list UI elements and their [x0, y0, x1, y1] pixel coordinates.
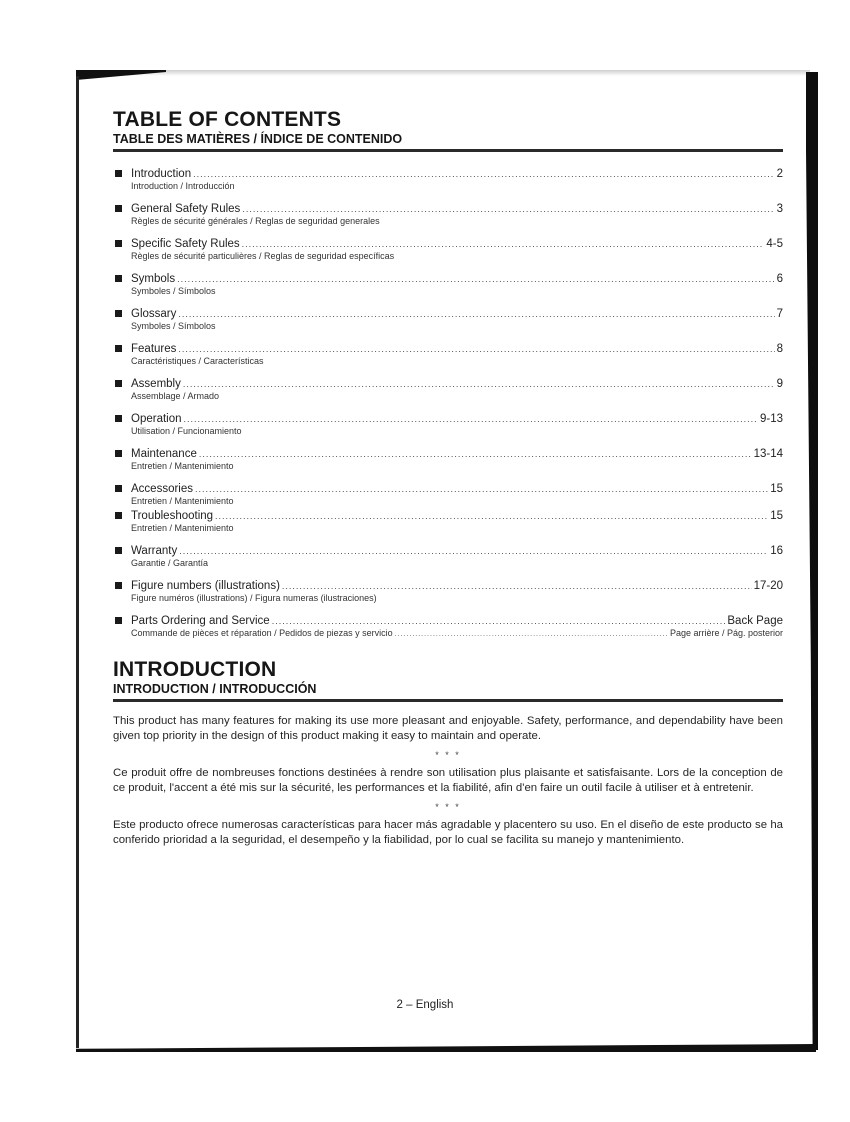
- scan-edge-bottom: [76, 1044, 816, 1052]
- square-bullet-icon: [115, 485, 122, 492]
- square-bullet-icon: [115, 345, 122, 352]
- toc-entry-translation: Caractéristiques / Características: [131, 356, 264, 366]
- toc-entry-label: Troubleshooting: [131, 510, 214, 522]
- toc-entry-translation: Commande de pièces et réparation / Pedidos de piezas y servicio: [131, 628, 393, 638]
- toc-item: [113, 615, 783, 640]
- toc-entry-line: [131, 378, 783, 391]
- toc-entry-page: 15: [770, 483, 783, 495]
- toc-entry-line: [131, 545, 783, 558]
- dot-leader: [282, 580, 752, 593]
- toc-section: [113, 108, 783, 651]
- toc-entry-page: 3: [776, 203, 783, 215]
- toc-entry-page: 9-13: [759, 413, 783, 425]
- toc-item: [113, 168, 783, 192]
- toc-entry-translation: Règles de sécurité particulières / Reglas de seguridad específicas: [131, 251, 395, 261]
- toc-entry-page: 15: [770, 510, 783, 522]
- dot-leader: [179, 545, 768, 558]
- toc-item: [113, 545, 783, 569]
- dot-leader: [215, 510, 768, 523]
- toc-entry-label: Parts Ordering and Service: [131, 615, 270, 627]
- square-bullet-icon: [115, 450, 122, 457]
- intro-paragraph-spanish: Este producto ofrece numerosas características para hacer más agradable y placentero su uso. En el diseño de este producto se ha conferido prioridad a la seguridad, el desempeño y la fiabilidad, por lo cual se facilita su manejo y mantenimiento.: [113, 819, 783, 846]
- toc-item: [113, 483, 783, 507]
- dot-leader: [242, 238, 765, 251]
- intro-divider: [113, 699, 783, 702]
- toc-entry-line: [131, 273, 783, 286]
- dot-leader: [183, 378, 775, 391]
- toc-entry-line: [131, 308, 783, 321]
- square-bullet-icon: [115, 582, 122, 589]
- toc-entry-translation: Entretien / Mantenimiento: [131, 496, 234, 506]
- square-bullet-icon: [115, 380, 122, 387]
- toc-entry-translation: Symboles / Símbolos: [131, 321, 216, 331]
- toc-entry-translation: Introduction / Introducción: [131, 181, 235, 191]
- toc-item: [113, 378, 783, 402]
- toc-entry-translation: Garantie / Garantía: [131, 558, 209, 568]
- dot-leader: [177, 273, 774, 286]
- toc-item: [113, 343, 783, 367]
- intro-subtitle: INTRODUCTION / INTRODUCCIÓN: [113, 682, 317, 696]
- toc-entry-line: [131, 510, 783, 523]
- toc-list: [113, 168, 783, 640]
- toc-entry-line: [131, 168, 783, 181]
- toc-entry-page: 17-20: [753, 580, 783, 592]
- toc-entry-page: 8: [776, 343, 783, 355]
- dot-leader: [199, 448, 752, 461]
- toc-item: [113, 273, 783, 297]
- toc-title: TABLE OF CONTENTS: [113, 108, 342, 131]
- toc-item: [113, 203, 783, 227]
- toc-entry-translation-page: Page arrière / Pág. posterior: [669, 628, 783, 638]
- toc-entry-label: Maintenance: [131, 448, 197, 460]
- dot-leader: [184, 413, 758, 426]
- toc-entry-label: Accessories: [131, 483, 193, 495]
- square-bullet-icon: [115, 170, 122, 177]
- toc-entry-line: [131, 203, 783, 216]
- toc-divider: [113, 149, 783, 152]
- scan-edge-right: [806, 72, 818, 1050]
- toc-entry-label: Features: [131, 343, 177, 355]
- square-bullet-icon: [115, 547, 122, 554]
- dot-leader: [178, 308, 774, 321]
- intro-paragraph-french: Ce produit offre de nombreuses fonctions destinées à rendre son utilisation plus plaisante et satisfaisante. Lors de la conception de ce produit, l'accent a été mis sur la sécurité, les performances et la fiabilité, afin d'en faire un outil facile à utiliser et à entretenir.: [113, 767, 783, 794]
- toc-entry-page: 7: [776, 308, 783, 320]
- page-number: 2 – English: [396, 999, 454, 1011]
- toc-item: [113, 238, 783, 262]
- toc-entry-label: Specific Safety Rules: [131, 238, 240, 250]
- toc-entry-line: [131, 448, 783, 461]
- toc-entry-line: [131, 238, 783, 251]
- square-bullet-icon: [115, 310, 122, 317]
- toc-entry-translation: Symboles / Símbolos: [131, 286, 216, 296]
- square-bullet-icon: [115, 275, 122, 282]
- toc-item: [113, 308, 783, 332]
- dot-leader: [242, 203, 774, 216]
- separator-stars: * * *: [435, 750, 461, 760]
- toc-entry-label: Glossary: [131, 308, 177, 320]
- toc-entry-translation: Assemblage / Armado: [131, 391, 220, 401]
- scan-edge-left: [76, 76, 79, 1048]
- toc-entry-page: Back Page: [727, 615, 783, 627]
- toc-item: [113, 448, 783, 472]
- toc-entry-line: [131, 483, 783, 496]
- toc-entry-label: Assembly: [131, 378, 181, 390]
- toc-entry-line: [131, 615, 783, 628]
- toc-entry-line: [131, 343, 783, 356]
- dot-leader: [178, 343, 774, 356]
- dot-leader: [193, 168, 774, 181]
- toc-entry-label: Warranty: [131, 545, 178, 557]
- intro-paragraph-english: This product has many features for making its use more pleasant and enjoyable. Safety, performance, and dependability have been given top priority in the design of this product making it easy to maintain and operate.: [113, 715, 783, 742]
- scan-edge-top: [76, 70, 810, 76]
- square-bullet-icon: [115, 240, 122, 247]
- toc-entry-translation-line: [131, 628, 783, 640]
- toc-entry-label: Figure numbers (illustrations): [131, 580, 280, 592]
- toc-item: [113, 510, 783, 534]
- dot-leader: [395, 629, 668, 640]
- toc-item: [113, 413, 783, 437]
- square-bullet-icon: [115, 205, 122, 212]
- intro-title: INTRODUCTION: [113, 658, 277, 681]
- toc-item: [113, 580, 783, 604]
- toc-subtitle: TABLE DES MATIÈRES / ÍNDICE DE CONTENIDO: [113, 132, 403, 146]
- toc-entry-label: Symbols: [131, 273, 176, 285]
- toc-entry-page: 13-14: [753, 448, 783, 460]
- introduction-section: [113, 658, 783, 848]
- toc-entry-label: Introduction: [131, 168, 192, 180]
- toc-entry-line: [131, 580, 783, 593]
- toc-entry-page: 6: [776, 273, 783, 285]
- square-bullet-icon: [115, 617, 122, 624]
- toc-entry-page: 16: [770, 545, 783, 557]
- separator-stars: * * *: [435, 802, 461, 812]
- toc-entry-label: General Safety Rules: [131, 203, 241, 215]
- toc-entry-page: 4-5: [766, 238, 783, 250]
- dot-leader: [195, 483, 768, 496]
- square-bullet-icon: [115, 512, 122, 519]
- toc-entry-line: [131, 413, 783, 426]
- toc-entry-label: Operation: [131, 413, 182, 425]
- toc-entry-translation: Entretien / Mantenimiento: [131, 523, 234, 533]
- toc-entry-page: 2: [776, 168, 783, 180]
- toc-entry-translation: Entretien / Mantenimiento: [131, 461, 234, 471]
- toc-entry-page: 9: [776, 378, 783, 390]
- toc-entry-translation: Règles de sécurité générales / Reglas de seguridad generales: [131, 216, 380, 226]
- dot-leader: [272, 615, 726, 628]
- square-bullet-icon: [115, 415, 122, 422]
- toc-entry-translation: Utilisation / Funcionamiento: [131, 426, 242, 436]
- toc-entry-translation: Figure numéros (illustrations) / Figura numeras (ilustraciones): [131, 593, 377, 603]
